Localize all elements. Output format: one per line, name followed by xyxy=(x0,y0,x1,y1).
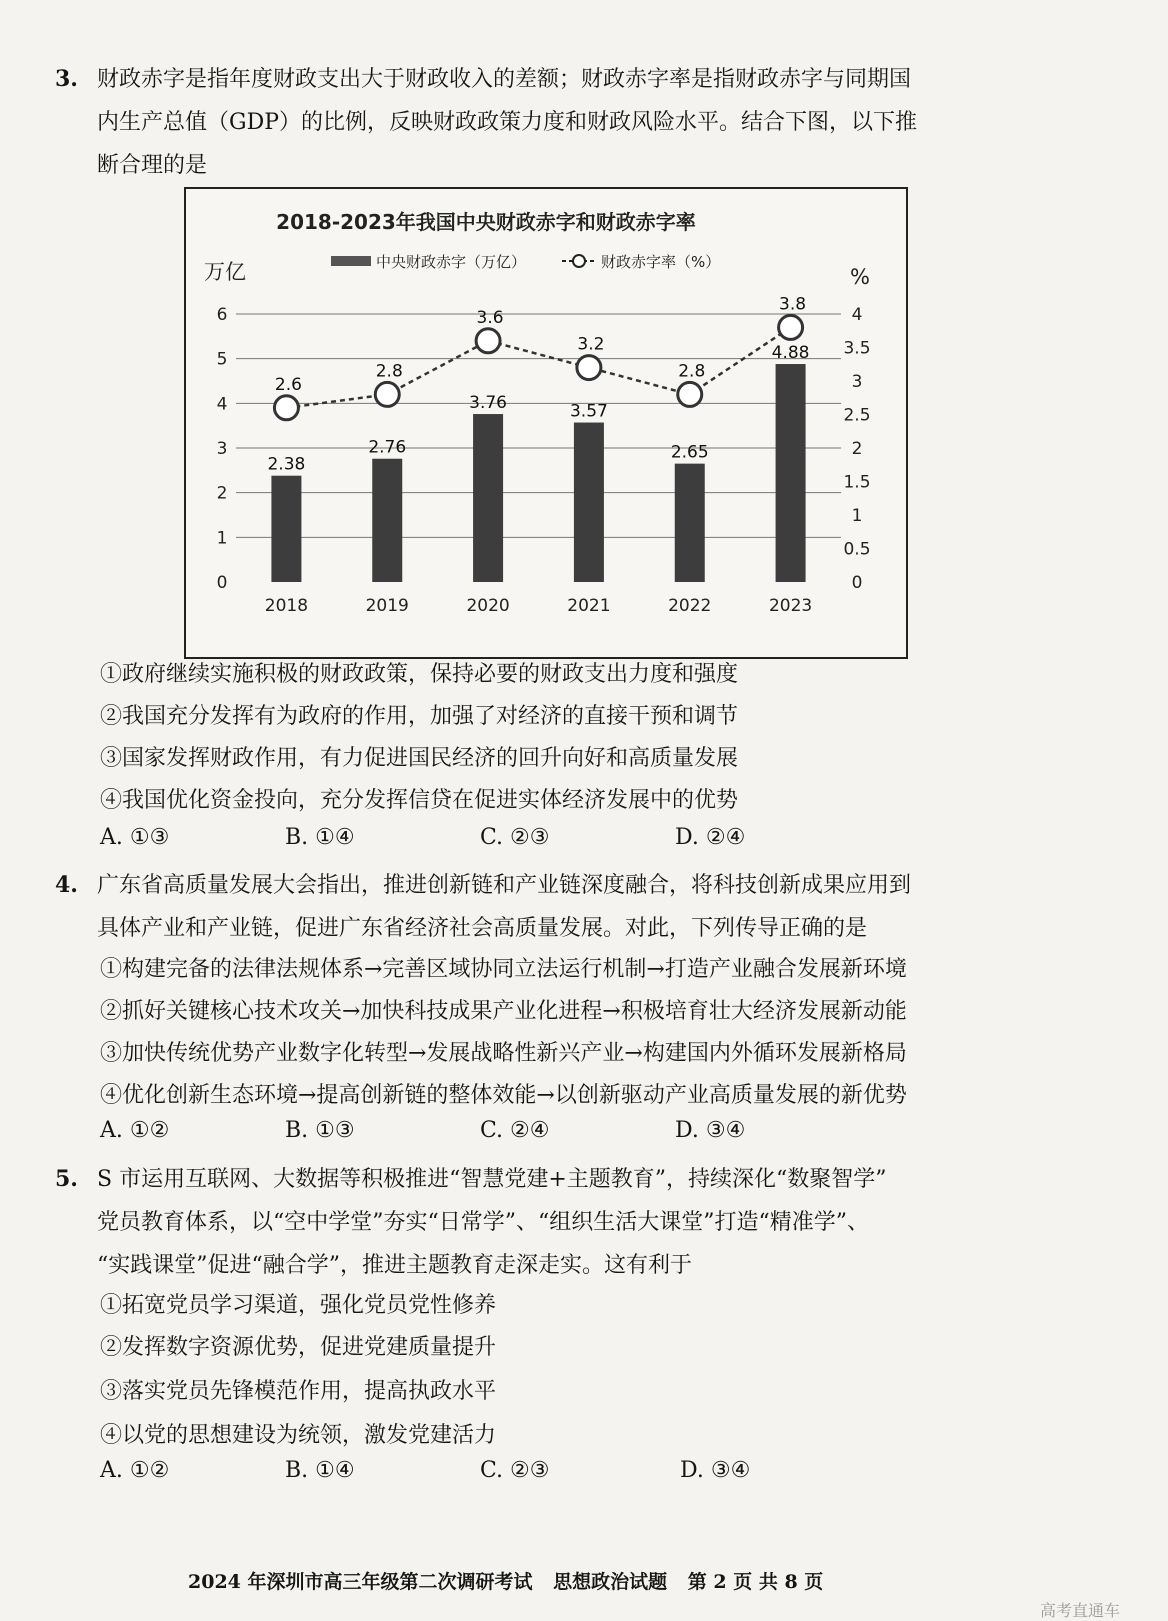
question-4 xyxy=(55,864,1095,950)
bar-label-2020: 3.76 xyxy=(469,393,508,414)
bar-2020 xyxy=(473,414,503,582)
legend-line-marker xyxy=(573,255,585,267)
right-tick-2.5: 2.5 xyxy=(843,405,871,426)
left-tick-4: 4 xyxy=(216,394,228,415)
right-tick-3.5: 3.5 xyxy=(843,338,871,359)
chart-title: 2018-2023年我国中央财政赤字和财政赤字率 xyxy=(276,210,696,234)
q3-option-3: ③国家发挥财政作用，有力促进国民经济的回升向好和高质量发展 xyxy=(100,746,739,771)
left-tick-1: 1 xyxy=(216,528,228,549)
x-tick-2021: 2021 xyxy=(567,596,611,616)
chart-labels xyxy=(217,294,871,616)
chart-rate-line xyxy=(274,315,802,419)
right-tick-1: 1 xyxy=(851,506,863,526)
question-3-number: 3. xyxy=(55,66,78,92)
right-tick-0.5: 0.5 xyxy=(843,539,871,560)
deficit-chart-svg xyxy=(186,189,906,657)
x-tick-2020: 2020 xyxy=(466,596,510,616)
bar-label-2023: 4.88 xyxy=(771,343,810,364)
bar-label-2018: 2.38 xyxy=(267,454,306,475)
deficit-chart xyxy=(184,187,908,659)
left-tick-2: 2 xyxy=(216,483,228,504)
q4-choices xyxy=(100,1118,860,1152)
footer-subject: 思想政治试题 xyxy=(553,1571,668,1593)
q5-option-3: ③落实党员先锋模范作用，提高执政水平 xyxy=(100,1379,497,1404)
footer-page: 第 2 页 共 8 页 xyxy=(687,1571,824,1593)
q5-choices xyxy=(100,1458,860,1492)
question-3-line-3: 断合理的是 xyxy=(97,153,208,178)
question-3-line-2: 内生产总值（GDP）的比例，反映财政政策力度和财政风险水平。结合下图，以下推 xyxy=(97,110,918,135)
right-tick-4: 4 xyxy=(851,305,863,325)
left-tick-6: 6 xyxy=(216,305,228,325)
q4-option-3: ③加快传统优势产业数字化转型→发展战略性新兴产业→构建国内外循环发展新格局 xyxy=(100,1041,907,1066)
q4-option-4: ④优化创新生态环境→提高创新链的整体效能→以创新驱动产业高质量发展的新优势 xyxy=(100,1083,907,1108)
rate-point-2022 xyxy=(678,382,702,406)
left-tick-3: 3 xyxy=(216,439,228,459)
question-5-number: 5. xyxy=(55,1166,78,1192)
question-5-line-1: 5. S 市运用互联网、大数据等积极推进“智慧党建+主题教育”，持续深化“数聚智学” xyxy=(55,1158,1095,1201)
rate-label-2019: 2.8 xyxy=(375,361,403,382)
bar-label-2021: 3.57 xyxy=(569,401,608,422)
question-4-line-1: 4. 广东省高质量发展大会指出，推进创新链和产业链深度融合，将科技创新成果应用到 xyxy=(55,864,1095,907)
rate-point-2020 xyxy=(476,329,500,353)
q3-option-1: ①政府继续实施积极的财政政策，保持必要的财政支出力度和强度 xyxy=(100,662,739,687)
bar-2021 xyxy=(574,423,604,582)
left-tick-0: 0 xyxy=(216,573,228,593)
question-3 xyxy=(55,58,1095,187)
question-5-line-3: “实践课堂”促进“融合学”，推进主题教育走深走实。这有利于 xyxy=(97,1253,692,1278)
right-tick-3: 3 xyxy=(851,372,863,392)
rate-label-2020: 3.6 xyxy=(476,307,504,328)
right-tick-2: 2 xyxy=(851,439,863,459)
page-footer xyxy=(188,1567,837,1594)
bar-label-2022: 2.65 xyxy=(670,442,709,463)
q3-choice-c[interactable]: C. ②③ xyxy=(480,825,550,850)
q5-option-2: ②发挥数字资源优势，促进党建质量提升 xyxy=(100,1335,497,1360)
bar-label-2019: 2.76 xyxy=(368,437,407,458)
rate-label-2018: 2.6 xyxy=(274,374,302,395)
rate-point-2021 xyxy=(577,356,601,380)
right-axis-unit: % xyxy=(850,265,870,289)
bar-2022 xyxy=(675,464,705,582)
bar-2023 xyxy=(776,364,806,582)
rate-label-2023: 3.8 xyxy=(779,294,807,315)
bar-2018 xyxy=(271,476,301,582)
corner-watermark: 高考直通车 xyxy=(1040,1601,1121,1620)
q3-choice-d[interactable]: D. ②④ xyxy=(675,825,746,850)
left-tick-5: 5 xyxy=(216,349,228,370)
q3-choices xyxy=(100,825,860,859)
q3-option-2: ②我国充分发挥有为政府的作用，加强了对经济的直接干预和调节 xyxy=(100,704,739,729)
q3-choice-a[interactable]: A. ①③ xyxy=(100,825,170,850)
chart-gridlines xyxy=(236,314,841,537)
legend-bar-label: 中央财政赤字（万亿） xyxy=(376,253,527,271)
right-tick-1.5: 1.5 xyxy=(843,472,871,493)
bar-2019 xyxy=(372,459,402,582)
q3-choice-b[interactable]: B. ①④ xyxy=(285,825,355,850)
x-tick-2018: 2018 xyxy=(264,596,309,616)
x-tick-2019: 2019 xyxy=(365,596,409,616)
question-4-line-2: 具体产业和产业链，促进广东省经济社会高质量发展。对此，下列传导正确的是 xyxy=(97,916,868,941)
q4-choice-b[interactable]: B. ①③ xyxy=(285,1118,355,1143)
legend-line-label: 财政赤字率（%） xyxy=(601,253,721,271)
question-4-number: 4. xyxy=(55,872,78,898)
q3-option-4: ④我国优化资金投向，充分发挥信贷在促进实体经济发展中的优势 xyxy=(100,788,739,813)
footer-exam: 2024 年深圳市高三年级第二次调研考试 xyxy=(188,1571,533,1593)
q5-choice-d[interactable]: D. ③④ xyxy=(680,1458,751,1483)
rate-point-2023 xyxy=(779,315,803,339)
q4-choice-d[interactable]: D. ③④ xyxy=(675,1118,746,1143)
q4-option-2: ②抓好关键核心技术攻关→加快科技成果产业化进程→积极培育壮大经济发展新动能 xyxy=(100,999,907,1024)
q5-choice-b[interactable]: B. ①④ xyxy=(285,1458,355,1483)
x-tick-2023: 2023 xyxy=(768,596,813,616)
rate-line-path xyxy=(286,327,790,407)
q5-option-1: ①拓宽党员学习渠道，强化党员党性修养 xyxy=(100,1293,497,1318)
chart-bars xyxy=(271,364,805,582)
rate-label-2021: 3.2 xyxy=(577,334,605,355)
rate-point-2018 xyxy=(274,396,298,420)
question-3-line-1: 3. 财政赤字是指年度财政支出大于财政收入的差额；财政赤字率是指财政赤字与同期国 xyxy=(55,58,1095,101)
q5-choice-a[interactable]: A. ①② xyxy=(100,1458,170,1483)
q5-option-4: ④以党的思想建设为统领，激发党建活力 xyxy=(100,1423,497,1448)
left-axis-unit: 万亿 xyxy=(204,260,246,284)
x-tick-2022: 2022 xyxy=(668,596,712,616)
rate-point-2019 xyxy=(375,382,399,406)
question-5-line-2: 党员教育体系，以“空中学堂”夯实“日常学”、“组织生活大课堂”打造“精准学”、 xyxy=(97,1210,869,1235)
q4-choice-c[interactable]: C. ②④ xyxy=(480,1118,550,1143)
q4-option-1: ①构建完备的法律法规体系→完善区域协同立法运行机制→打造产业融合发展新环境 xyxy=(100,957,907,982)
right-tick-0: 0 xyxy=(851,573,863,593)
legend-bar-swatch xyxy=(331,256,371,266)
q4-choice-a[interactable]: A. ①② xyxy=(100,1118,170,1143)
question-5 xyxy=(55,1158,1095,1287)
q5-choice-c[interactable]: C. ②③ xyxy=(480,1458,550,1483)
rate-label-2022: 2.8 xyxy=(678,361,706,382)
